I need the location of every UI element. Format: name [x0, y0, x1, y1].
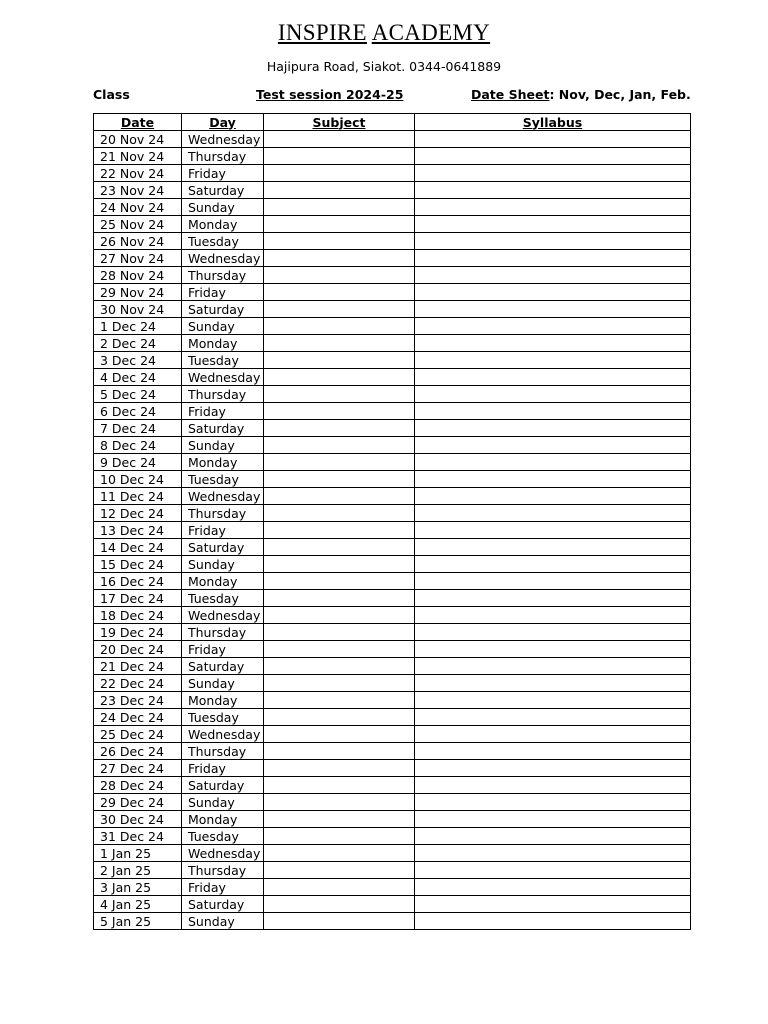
subject-cell [264, 352, 415, 369]
subject-cell [264, 692, 415, 709]
day-cell: Friday [182, 165, 264, 182]
date-cell: 23 Nov 24 [94, 182, 182, 199]
column-header-syllabus: Syllabus [415, 114, 691, 131]
day-cell: Saturday [182, 658, 264, 675]
day-cell: Wednesday [182, 488, 264, 505]
subject-cell [264, 182, 415, 199]
subject-cell [264, 760, 415, 777]
subject-cell [264, 794, 415, 811]
date-cell: 1 Dec 24 [94, 318, 182, 335]
date-cell: 21 Dec 24 [94, 658, 182, 675]
subject-cell [264, 862, 415, 879]
date-cell: 13 Dec 24 [94, 522, 182, 539]
table-row [94, 352, 691, 369]
subject-cell [264, 148, 415, 165]
subject-cell [264, 369, 415, 386]
syllabus-cell [415, 726, 691, 743]
day-cell: Monday [182, 811, 264, 828]
syllabus-cell [415, 658, 691, 675]
subject-cell [264, 828, 415, 845]
date-cell: 25 Dec 24 [94, 726, 182, 743]
table-row [94, 267, 691, 284]
day-cell: Saturday [182, 420, 264, 437]
title-word-inspire: INSPIRE [277, 20, 367, 45]
syllabus-cell [415, 199, 691, 216]
day-cell: Tuesday [182, 590, 264, 607]
day-cell: Saturday [182, 896, 264, 913]
syllabus-cell [415, 590, 691, 607]
day-cell: Friday [182, 522, 264, 539]
table-row [94, 879, 691, 896]
table-row [94, 420, 691, 437]
syllabus-cell [415, 777, 691, 794]
table-row [94, 148, 691, 165]
column-header-date: Date [94, 114, 182, 131]
table-row [94, 454, 691, 471]
date-cell: 28 Dec 24 [94, 777, 182, 794]
subject-cell [264, 335, 415, 352]
subject-cell [264, 913, 415, 930]
syllabus-cell [415, 760, 691, 777]
day-cell: Sunday [182, 437, 264, 454]
syllabus-cell [415, 845, 691, 862]
table-row [94, 913, 691, 930]
date-cell: 9 Dec 24 [94, 454, 182, 471]
subject-cell [264, 607, 415, 624]
title-word-academy: ACADEMY [371, 20, 491, 45]
day-cell: Wednesday [182, 369, 264, 386]
subject-cell [264, 420, 415, 437]
date-cell: 27 Nov 24 [94, 250, 182, 267]
day-cell: Thursday [182, 505, 264, 522]
day-cell: Tuesday [182, 233, 264, 250]
day-cell: Tuesday [182, 828, 264, 845]
subject-cell [264, 522, 415, 539]
syllabus-cell [415, 505, 691, 522]
table-row [94, 862, 691, 879]
table-row [94, 811, 691, 828]
day-cell: Monday [182, 454, 264, 471]
column-header-subject: Subject [264, 114, 415, 131]
date-cell: 16 Dec 24 [94, 573, 182, 590]
syllabus-cell [415, 284, 691, 301]
date-cell: 4 Jan 25 [94, 896, 182, 913]
table-row [94, 641, 691, 658]
day-cell: Tuesday [182, 709, 264, 726]
day-cell: Wednesday [182, 131, 264, 148]
date-cell: 2 Dec 24 [94, 335, 182, 352]
subject-cell [264, 879, 415, 896]
table-row [94, 505, 691, 522]
date-cell: 29 Nov 24 [94, 284, 182, 301]
table-row [94, 216, 691, 233]
date-cell: 26 Dec 24 [94, 743, 182, 760]
table-row [94, 301, 691, 318]
subject-cell [264, 488, 415, 505]
subject-cell [264, 590, 415, 607]
subject-cell [264, 811, 415, 828]
day-cell: Tuesday [182, 471, 264, 488]
day-cell: Wednesday [182, 726, 264, 743]
syllabus-cell [415, 675, 691, 692]
day-cell: Friday [182, 641, 264, 658]
table-row [94, 437, 691, 454]
syllabus-cell [415, 743, 691, 760]
syllabus-cell [415, 794, 691, 811]
datesheet-info [471, 87, 691, 102]
syllabus-cell [415, 641, 691, 658]
day-cell: Thursday [182, 862, 264, 879]
subject-cell [264, 505, 415, 522]
table-row [94, 488, 691, 505]
day-cell: Wednesday [182, 607, 264, 624]
syllabus-cell [415, 896, 691, 913]
table-row [94, 607, 691, 624]
syllabus-cell [415, 369, 691, 386]
date-cell: 28 Nov 24 [94, 267, 182, 284]
table-row [94, 556, 691, 573]
day-cell: Saturday [182, 301, 264, 318]
syllabus-cell [415, 454, 691, 471]
subject-cell [264, 641, 415, 658]
date-cell: 26 Nov 24 [94, 233, 182, 250]
table-row [94, 522, 691, 539]
day-cell: Wednesday [182, 845, 264, 862]
day-cell: Monday [182, 216, 264, 233]
table-row [94, 590, 691, 607]
syllabus-cell [415, 165, 691, 182]
subject-cell [264, 403, 415, 420]
syllabus-cell [415, 471, 691, 488]
table-row [94, 233, 691, 250]
day-cell: Thursday [182, 148, 264, 165]
date-cell: 3 Dec 24 [94, 352, 182, 369]
subject-cell [264, 624, 415, 641]
table-row [94, 845, 691, 862]
subject-cell [264, 556, 415, 573]
date-cell: 30 Nov 24 [94, 301, 182, 318]
date-cell: 30 Dec 24 [94, 811, 182, 828]
subject-cell [264, 233, 415, 250]
table-row [94, 369, 691, 386]
day-cell: Friday [182, 879, 264, 896]
subject-cell [264, 437, 415, 454]
table-row [94, 131, 691, 148]
table-row [94, 658, 691, 675]
subject-cell [264, 539, 415, 556]
syllabus-cell [415, 420, 691, 437]
syllabus-cell [415, 913, 691, 930]
syllabus-cell [415, 267, 691, 284]
table-row [94, 403, 691, 420]
subject-cell [264, 318, 415, 335]
day-cell: Monday [182, 335, 264, 352]
syllabus-cell [415, 488, 691, 505]
subject-cell [264, 165, 415, 182]
syllabus-cell [415, 573, 691, 590]
table-row [94, 539, 691, 556]
table-row [94, 794, 691, 811]
subject-cell [264, 709, 415, 726]
day-cell: Sunday [182, 794, 264, 811]
datesheet-value: : Nov, Dec, Jan, Feb. [549, 87, 691, 102]
table-row [94, 182, 691, 199]
syllabus-cell [415, 522, 691, 539]
subject-cell [264, 267, 415, 284]
day-cell: Thursday [182, 386, 264, 403]
table-row [94, 692, 691, 709]
table-row [94, 199, 691, 216]
date-cell: 21 Nov 24 [94, 148, 182, 165]
date-sheet-table [93, 113, 691, 930]
day-cell: Sunday [182, 913, 264, 930]
date-cell: 1 Jan 25 [94, 845, 182, 862]
day-cell: Friday [182, 403, 264, 420]
day-cell: Sunday [182, 199, 264, 216]
date-cell: 24 Nov 24 [94, 199, 182, 216]
date-cell: 2 Jan 25 [94, 862, 182, 879]
syllabus-cell [415, 811, 691, 828]
syllabus-cell [415, 352, 691, 369]
syllabus-cell [415, 335, 691, 352]
subject-cell [264, 301, 415, 318]
table-row [94, 318, 691, 335]
date-cell: 18 Dec 24 [94, 607, 182, 624]
column-header-day: Day [182, 114, 264, 131]
table-row [94, 896, 691, 913]
table-row [94, 743, 691, 760]
subject-cell [264, 386, 415, 403]
table-row [94, 165, 691, 182]
date-cell: 6 Dec 24 [94, 403, 182, 420]
day-cell: Thursday [182, 267, 264, 284]
syllabus-cell [415, 624, 691, 641]
syllabus-cell [415, 539, 691, 556]
table-header-row [94, 114, 691, 131]
date-cell: 7 Dec 24 [94, 420, 182, 437]
day-cell: Saturday [182, 777, 264, 794]
table-row [94, 250, 691, 267]
date-cell: 20 Dec 24 [94, 641, 182, 658]
datesheet-label: Date Sheet [471, 87, 550, 102]
table-row [94, 760, 691, 777]
day-cell: Tuesday [182, 352, 264, 369]
date-cell: 29 Dec 24 [94, 794, 182, 811]
date-cell: 8 Dec 24 [94, 437, 182, 454]
day-cell: Friday [182, 760, 264, 777]
syllabus-cell [415, 828, 691, 845]
day-cell: Saturday [182, 182, 264, 199]
table-row [94, 726, 691, 743]
syllabus-cell [415, 148, 691, 165]
day-cell: Sunday [182, 556, 264, 573]
date-cell: 3 Jan 25 [94, 879, 182, 896]
table-row [94, 777, 691, 794]
table-row [94, 624, 691, 641]
subject-cell [264, 658, 415, 675]
page-title [0, 20, 768, 46]
syllabus-cell [415, 182, 691, 199]
day-cell: Saturday [182, 539, 264, 556]
day-cell: Friday [182, 284, 264, 301]
subject-cell [264, 726, 415, 743]
date-cell: 22 Dec 24 [94, 675, 182, 692]
day-cell: Thursday [182, 743, 264, 760]
syllabus-cell [415, 301, 691, 318]
subject-cell [264, 896, 415, 913]
subject-cell [264, 743, 415, 760]
date-cell: 5 Jan 25 [94, 913, 182, 930]
date-cell: 15 Dec 24 [94, 556, 182, 573]
date-cell: 22 Nov 24 [94, 165, 182, 182]
syllabus-cell [415, 556, 691, 573]
date-cell: 10 Dec 24 [94, 471, 182, 488]
session-label: Test session 2024-25 [256, 87, 404, 102]
syllabus-cell [415, 216, 691, 233]
syllabus-cell [415, 318, 691, 335]
date-cell: 27 Dec 24 [94, 760, 182, 777]
subject-cell [264, 216, 415, 233]
class-label: Class [93, 87, 130, 102]
date-cell: 25 Nov 24 [94, 216, 182, 233]
day-cell: Sunday [182, 318, 264, 335]
academy-address: Hajipura Road, Siakot. 0344-0641889 [266, 59, 502, 74]
date-cell: 23 Dec 24 [94, 692, 182, 709]
syllabus-cell [415, 709, 691, 726]
syllabus-cell [415, 131, 691, 148]
syllabus-cell [415, 437, 691, 454]
subject-cell [264, 131, 415, 148]
table-row [94, 471, 691, 488]
syllabus-cell [415, 250, 691, 267]
syllabus-cell [415, 386, 691, 403]
date-cell: 14 Dec 24 [94, 539, 182, 556]
subject-cell [264, 199, 415, 216]
syllabus-cell [415, 692, 691, 709]
date-cell: 5 Dec 24 [94, 386, 182, 403]
date-cell: 4 Dec 24 [94, 369, 182, 386]
table-row [94, 335, 691, 352]
table-row [94, 386, 691, 403]
table-row [94, 709, 691, 726]
table-row [94, 573, 691, 590]
date-cell: 11 Dec 24 [94, 488, 182, 505]
table-row [94, 828, 691, 845]
syllabus-cell [415, 879, 691, 896]
subject-cell [264, 454, 415, 471]
date-cell: 19 Dec 24 [94, 624, 182, 641]
syllabus-cell [415, 233, 691, 250]
date-cell: 31 Dec 24 [94, 828, 182, 845]
day-cell: Thursday [182, 624, 264, 641]
subject-cell [264, 845, 415, 862]
date-cell: 12 Dec 24 [94, 505, 182, 522]
day-cell: Monday [182, 692, 264, 709]
subject-cell [264, 777, 415, 794]
subject-cell [264, 573, 415, 590]
subject-cell [264, 471, 415, 488]
subject-cell [264, 250, 415, 267]
date-cell: 24 Dec 24 [94, 709, 182, 726]
syllabus-cell [415, 403, 691, 420]
date-cell: 17 Dec 24 [94, 590, 182, 607]
subject-cell [264, 284, 415, 301]
syllabus-cell [415, 862, 691, 879]
day-cell: Sunday [182, 675, 264, 692]
syllabus-cell [415, 607, 691, 624]
day-cell: Monday [182, 573, 264, 590]
date-cell: 20 Nov 24 [94, 131, 182, 148]
table-row [94, 675, 691, 692]
table-row [94, 284, 691, 301]
day-cell: Wednesday [182, 250, 264, 267]
subject-cell [264, 675, 415, 692]
